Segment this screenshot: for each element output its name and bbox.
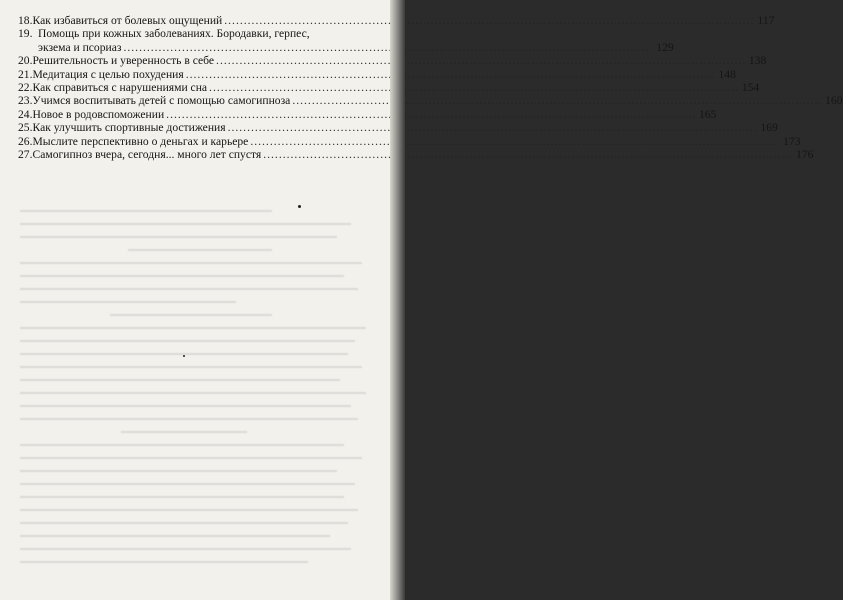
toc-entry-number: 20. xyxy=(18,54,33,68)
toc-entry-page: 154 xyxy=(741,81,760,95)
toc-entry-title: Помощь при кожных заболеваниях. Бородавки, герпес, xyxy=(38,27,310,41)
toc-entry-26 xyxy=(18,134,801,148)
toc-entry-number: 27. xyxy=(18,148,33,162)
toc-entry-title: Учимся воспитывать детей с помощью самогипноза xyxy=(32,94,291,108)
toc-entry-page: 169 xyxy=(760,121,778,135)
toc-leader-dots xyxy=(292,94,822,107)
toc-entry-title: Как избавиться от болевых ощущений xyxy=(32,14,223,27)
toc-entry-title: Мыслите перспективно о деньгах и карьере xyxy=(32,134,249,148)
toc-leader-dots xyxy=(228,121,758,134)
toc-entry-page: 148 xyxy=(718,67,736,81)
toc-entry-page: 165 xyxy=(698,107,717,121)
toc-entry-23 xyxy=(18,94,843,108)
toc-entry-page: 129 xyxy=(656,40,674,54)
toc-entry-number: 22. xyxy=(18,81,33,95)
toc-entry-27 xyxy=(18,148,814,162)
reverse-side-bleed-through xyxy=(20,210,380,600)
toc-entry-title: Как справиться с нарушениями сна xyxy=(32,81,208,95)
toc-entry-number: 26. xyxy=(18,134,33,148)
toc-leader-dots xyxy=(224,14,754,27)
table-of-contents xyxy=(18,14,843,162)
toc-entry-title: Решительность и уверенность в себе xyxy=(32,54,215,68)
toc-entry-20 xyxy=(18,54,767,68)
print-speck xyxy=(183,355,185,357)
toc-entry-page: 117 xyxy=(757,14,775,27)
toc-entry-page: 176 xyxy=(796,148,814,162)
toc-entry-title: Новое в родовспоможении xyxy=(32,107,165,121)
toc-leader-dots xyxy=(263,148,793,161)
toc-entry-page: 173 xyxy=(783,134,801,148)
toc-entry-page: 160 xyxy=(825,94,843,108)
toc-entry-19-continued xyxy=(18,40,674,54)
toc-entry-25 xyxy=(18,121,778,135)
toc-entry-19 xyxy=(18,27,368,40)
toc-entry-21 xyxy=(18,67,736,81)
page-edge-shadow xyxy=(390,0,405,600)
toc-entry-22 xyxy=(18,81,760,95)
toc-leader-dots xyxy=(209,81,739,94)
toc-entry-title: Медитация с целью похудения xyxy=(32,67,184,81)
toc-entry-number: 18. xyxy=(18,14,33,27)
toc-entry-title: Как улучшить спортивные достижения xyxy=(32,121,226,135)
toc-entry-24 xyxy=(18,107,717,121)
toc-leader-dots xyxy=(166,108,696,121)
toc-entry-page: 138 xyxy=(748,54,767,68)
toc-entry-number: 19. xyxy=(18,27,33,41)
toc-leader-dots xyxy=(250,135,780,148)
toc-entry-number: 24. xyxy=(18,107,33,121)
toc-leader-dots xyxy=(123,41,653,54)
toc-entry-number: 21. xyxy=(18,67,33,81)
toc-entry-number: 23. xyxy=(18,94,33,108)
toc-entry-title: Самогипноз вчера, сегодня... много лет спустя xyxy=(32,148,262,162)
toc-leader-dots xyxy=(186,68,716,81)
toc-entry-title: экзема и псориаз xyxy=(38,40,122,54)
toc-leader-dots xyxy=(216,54,746,67)
toc-entry-number: 25. xyxy=(18,121,33,135)
toc-entry-18 xyxy=(18,14,775,27)
print-speck xyxy=(298,205,301,208)
